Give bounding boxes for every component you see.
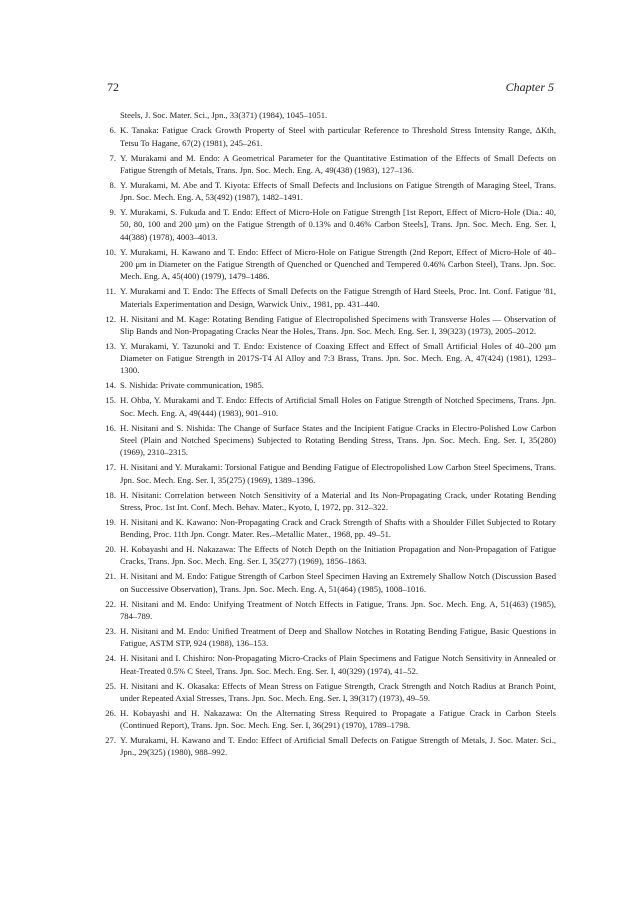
reference-number: 20. <box>105 544 116 555</box>
reference-number: 8. <box>109 179 116 190</box>
reference-number: 11. <box>105 286 116 297</box>
reference-entry <box>102 598 556 623</box>
reference-entry <box>102 543 556 568</box>
reference-number: 22. <box>105 598 116 609</box>
reference-entry <box>102 707 556 732</box>
reference-number: 9. <box>109 207 116 218</box>
reference-entry <box>102 206 556 243</box>
reference-entry <box>102 124 556 149</box>
reference-text: Y. Murakami and T. Endo: The Effects of Small Defects on the Fatigue Strength of Hard Steels, Proc. Int. Conf. Fatigue '81, Materials Experimentation and Design, Warwick Univ., 1981, pp. 431–440. <box>120 286 556 309</box>
reference-entry <box>102 379 556 391</box>
reference-list <box>102 109 556 759</box>
reference-entry <box>102 422 556 459</box>
reference-entry <box>102 652 556 677</box>
page-number: 72 <box>107 80 119 94</box>
reference-entry <box>102 394 556 419</box>
reference-text: Y. Murakami, H. Kawano and T. Endo: Effect of Artificial Small Defects on Fatigue Strength of Metals, J. Soc. Mater. Sci., Jpn., 29(325) (1980), 988–992. <box>120 735 556 758</box>
reference-text: H. Nisitani and K. Kawano: Non-Propagating Crack and Crack Strength of Shafts with a Shoulder Fillet Subjected to Rotary Bending, Proc. 11th Jpn. Congr. Mater. Res.–Metallic Mater., 1968, pp. 49–51. <box>120 516 556 540</box>
reference-text: H. Nisitani: Correlation between Notch Sensitivity of a Material and Its Non-Propagating Crack, under Rotating Bending Stress, Proc. 1st Int. Conf. Mech. Behav. Mater., Kyoto, I, 1972, pp. 312–322. <box>120 489 556 512</box>
reference-entry <box>102 152 556 177</box>
reference-entry <box>102 313 556 338</box>
reference-text: H. Nisitani and S. Nishida: The Change of Surface States and the Incipient Fatigue Cracks in Electro-Polished Low Carbon Steel (Plain and Notched Specimens) Subjected to Rotating Bending Stress, Trans. Jpn. Soc. Mech. Eng. Ser. I, 35(280) (1969), 2310–2315. <box>120 422 556 458</box>
reference-text: H. Nisitani and K. Okasaka: Effects of Mean Stress on Fatigue Strength, Crack Strength and Notch Radius at Branch Point, under Repeated Axial Stresses, Trans. Jpn. Soc. Mech. Eng. Ser. I, 39(317) (1973), 49–59. <box>120 680 556 703</box>
reference-text: H. Nisitani and M. Endo: Fatigue Strength of Carbon Steel Specimen Having an Extremely Shallow Notch (Discussion Based on Successive Observation), Trans. Jpn. Soc. Mech. Eng. A, 51(464) (1985), 1008–1016. <box>120 571 556 594</box>
reference-number: 15. <box>105 395 116 406</box>
reference-text: H. Nisitani and M. Kage: Rotating Bending Fatigue of Electropolished Specimens with Transverse Holes — Observation of Slip Bands and Non-Propagating Cracks Near the Holes, Trans. Jpn. Soc. Mech. Eng. Ser. I, 39(323) (1973), 2005–2012. <box>120 313 556 336</box>
reference-number: 13. <box>105 340 116 351</box>
reference-entry <box>102 625 556 650</box>
reference-text: H. Nisitani and I. Chishiro: Non-Propagating Micro-Cracks of Plain Specimens and Fatigue Notch Sensitivity in Annealed or Heat-Treated 0.5% C Steel, Trans. Jpn. Soc. Mech. Eng. Ser. I, 40(329) (1974), 41–52. <box>120 653 556 676</box>
reference-entry <box>102 109 556 121</box>
reference-entry <box>102 680 556 705</box>
reference-text: H. Kobayashi and H. Nakazawa: The Effects of Notch Depth on the Initiation Propagation and Non-Propagation of Fatigue Cracks, Trans. Jpn. Soc. Mech. Eng. Ser. I, 35(277) (1969), 1856–1863. <box>120 544 556 567</box>
reference-number: 25. <box>105 680 116 691</box>
page-header <box>107 80 554 94</box>
reference-number: 26. <box>105 707 116 718</box>
reference-text: H. Nisitani and M. Endo: Unifying Treatment of Notch Effects in Fatigue, Trans. Jpn. Soc. Mech. Eng. A, 51(463) (1985), 784–789. <box>120 598 556 621</box>
reference-text: H. Nisitani and Y. Murakami: Torsional Fatigue and Bending Fatigue of Electropolished Low Carbon Steel Specimens, Trans. Jpn. Soc. Mech. Eng. Ser. I, 35(275) (1969), 1389–1396. <box>120 462 556 485</box>
reference-number: 23. <box>105 625 116 636</box>
reference-text: Y. Murakami and M. Endo: A Geometrical Parameter for the Quantitative Estimation of the Effects of Small Defects on Fatigue Strength of Metals, Trans. Jpn. Soc. Mech. Eng. A, 49(438) (1983), 127–136. <box>120 152 556 175</box>
reference-text: Y. Murakami, H. Kawano and T. Endo: Effect of Micro-Hole on Fatigue Strength (2nd Report, Effect of Micro-Hole of 40–200 μm in Diameter on the Fatigue Strength of Quenched or Quenched and Tempered 0.46% Carbon Steel), Trans. Jpn. Soc. Mech. Eng. A, 45(400) (1979), 1479–1486. <box>120 246 556 282</box>
reference-text: K. Tanaka: Fatigue Crack Growth Property of Steel with particular Reference to Threshold Stress Intensity Range, ΔKth, Tetsu To Hagane, 67(2) (1981), 245–261. <box>120 125 556 148</box>
reference-entry <box>102 461 556 486</box>
reference-text: Y. Murakami, S. Fukuda and T. Endo: Effect of Micro-Hole on Fatigue Strength [1st Report, Effect of Micro-Hole (Dia.: 40, 50, 80, 100 and 200 μm) on the Fatigue Strength of 0.13% and 0.46% Carbon Steels], Trans. Jpn. Soc. Mech. Eng. Ser. I, 44(388) (1978), 4003–4013. <box>120 207 556 242</box>
reference-entry <box>102 516 556 541</box>
reference-text: Steels, J. Soc. Mater. Sci., Jpn., 33(371) (1984), 1045–1051. <box>120 110 328 120</box>
reference-entry <box>102 570 556 595</box>
reference-text: Y. Murakami, M. Abe and T. Kiyota: Effects of Small Defects and Inclusions on Fatigue Strength of Maraging Steel, Trans. Jpn. Soc. Mech. Eng. A, 53(492) (1987), 1482–1491. <box>120 179 556 203</box>
reference-entry <box>102 734 556 759</box>
reference-number: 14. <box>105 380 116 391</box>
reference-text: H. Nisitani and M. Endo: Unified Treatment of Deep and Shallow Notches in Rotating Bending Fatigue, Basic Questions in Fatigue, ASTM STP, 924 (1988), 136–153. <box>120 625 556 649</box>
reference-number: 27. <box>105 735 116 746</box>
reference-entry <box>102 179 556 204</box>
reference-number: 19. <box>105 516 116 527</box>
reference-number: 6. <box>109 125 116 136</box>
reference-number: 17. <box>105 462 116 473</box>
reference-number: 18. <box>105 489 116 500</box>
reference-number: 10. <box>105 246 116 257</box>
reference-entry <box>102 285 556 310</box>
reference-text: H. Kobayashi and H. Nakazawa: On the Alternating Stress Required to Propagate a Fatigue Crack in Carbon Steels (Continued Report), Trans. Jpn. Soc. Mech. Eng. Ser. I, 36(291) (1970), 1789–1798. <box>120 707 556 731</box>
reference-number: 7. <box>109 152 116 163</box>
reference-entry <box>102 246 556 283</box>
reference-entry <box>102 489 556 514</box>
reference-number: 12. <box>105 313 116 324</box>
reference-text: H. Ohba, Y. Murakami and T. Endo: Effects of Artificial Small Holes on Fatigue Strength of Notched Specimens, Trans. Jpn. Soc. Mech. Eng. A, 49(444) (1983), 901–910. <box>120 395 556 418</box>
reference-number: 16. <box>105 422 116 433</box>
reference-entry <box>102 340 556 377</box>
chapter-title: Chapter 5 <box>505 80 554 94</box>
reference-text: Y. Murakami, Y. Tazunoki and T. Endo: Existence of Coaxing Effect and Effect of Small Artificial Holes of 40–200 μm Diameter on Fatigue Strength in 2017S-T4 Al Alloy and 7:3 Brass, Trans. Jpn. Soc. Mech. Eng. A, 47(424) (1981), 1293–1300. <box>120 340 556 376</box>
reference-number: 21. <box>105 571 116 582</box>
reference-number: 24. <box>105 653 116 664</box>
reference-text: S. Nishida: Private communication, 1985. <box>120 380 264 391</box>
